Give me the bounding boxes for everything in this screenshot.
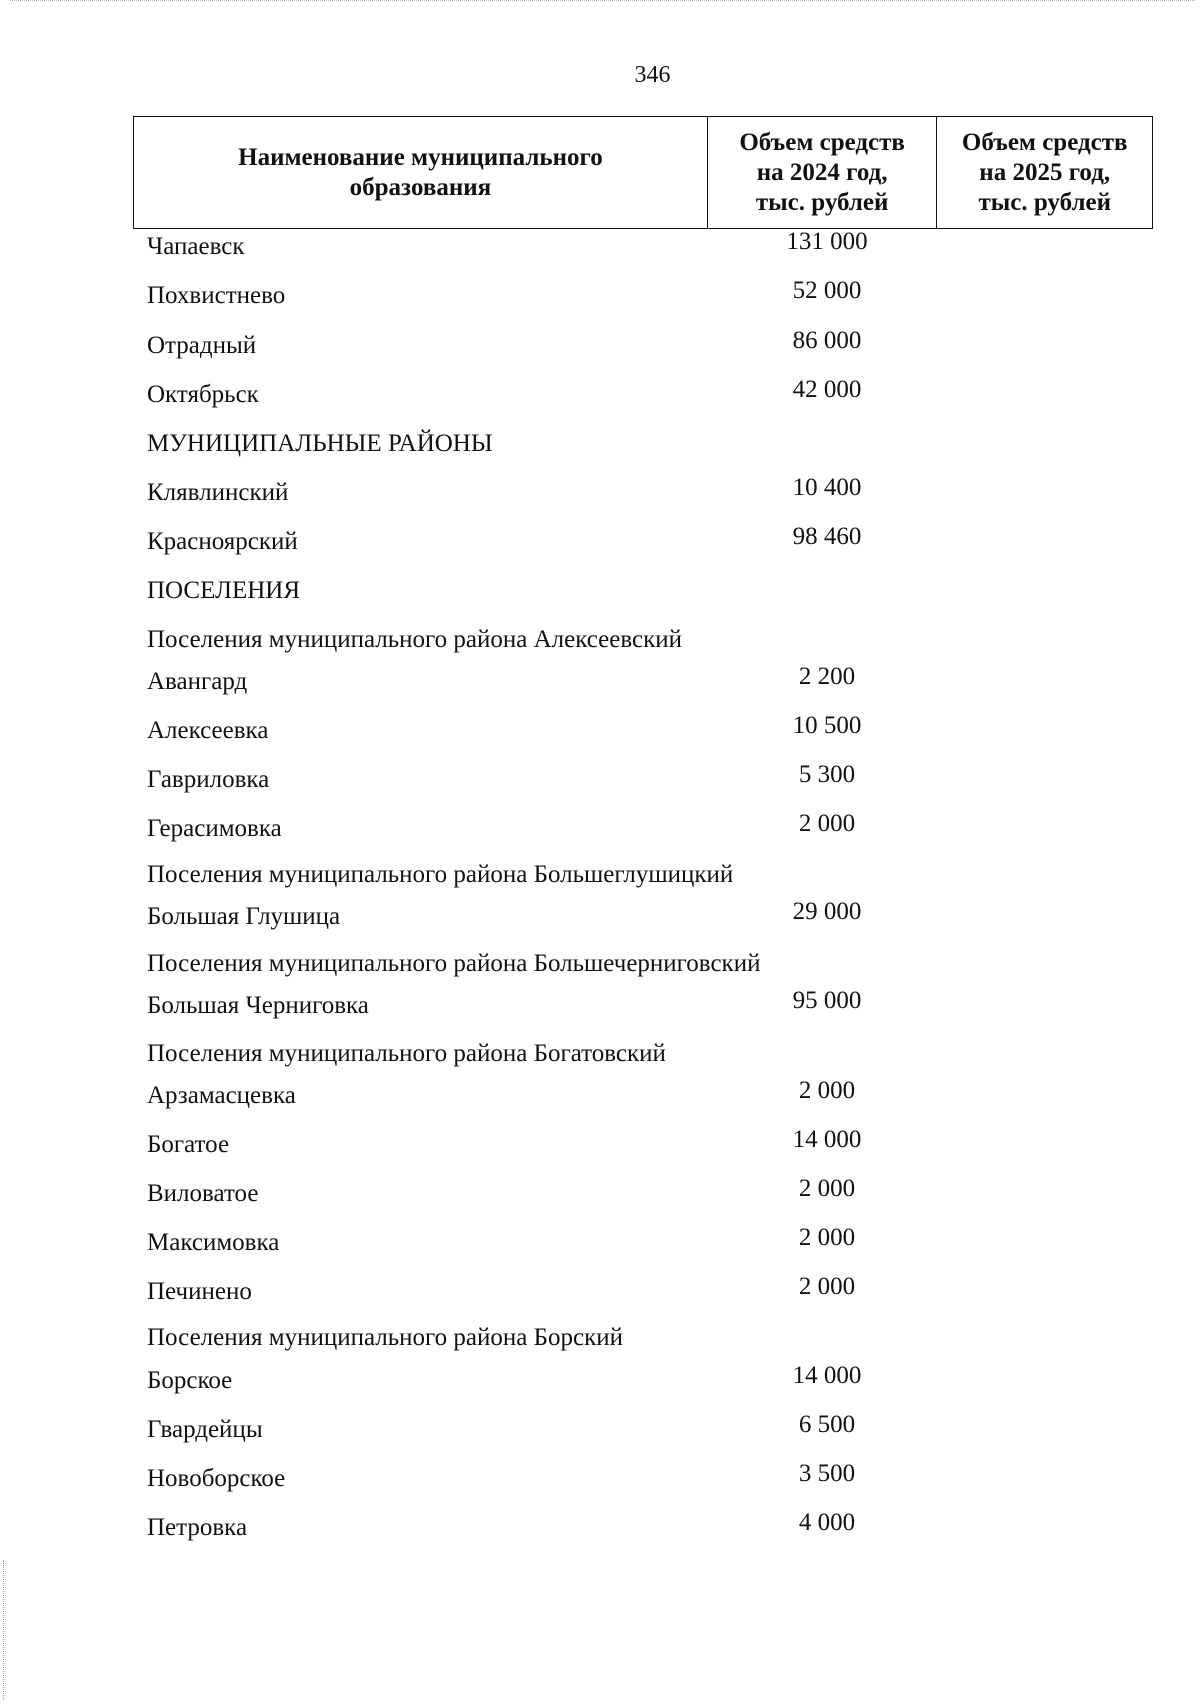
section-heading [147, 427, 1147, 461]
row-name: Клявлинский [147, 479, 289, 506]
subsection-heading [147, 1037, 1147, 1071]
row-name: Октябрьск [147, 381, 259, 408]
table-row [147, 279, 1147, 313]
scan-left-edge [3, 1560, 5, 1700]
subsection-heading [147, 1321, 1147, 1355]
table-row [147, 1177, 1147, 1211]
row-name: Виловатое [147, 1180, 259, 1207]
row-name: Чапаевск [147, 233, 245, 260]
row-value-2024: 52 000 [792, 277, 862, 304]
row-name: Богатое [147, 1131, 230, 1158]
row-name: Поселения муниципального района Большечерниговский [147, 950, 761, 977]
row-name: Алексеевка [147, 717, 269, 744]
row-value-2024: 2 000 [798, 1175, 856, 1202]
table-row [147, 1413, 1147, 1447]
row-name: ПОСЕЛЕНИЯ [147, 577, 301, 604]
row-name: Похвистнево [147, 282, 286, 309]
row-value-2024: 2 000 [798, 1273, 856, 1300]
row-value-2024: 6 500 [798, 1411, 856, 1438]
row-value-2024: 14 000 [792, 1362, 862, 1389]
section-heading [147, 574, 1147, 608]
row-value-2024: 2 000 [798, 1077, 856, 1104]
header-amount-2024: Объем средств на 2024 год, тыс. рублей [708, 117, 938, 228]
row-value-2024: 2 200 [798, 663, 856, 690]
row-name: Поселения муниципального района Богатовский [147, 1040, 666, 1067]
page-number: 346 [634, 62, 671, 88]
row-value-2024: 98 460 [792, 523, 862, 550]
row-value-2024: 2 000 [798, 810, 856, 837]
row-name: Печинено [147, 1278, 252, 1305]
row-value-2024: 10 500 [792, 712, 862, 739]
table-row [147, 1275, 1147, 1309]
table-row [147, 812, 1147, 846]
row-name: Борское [147, 1367, 233, 1394]
row-value-2024: 29 000 [792, 898, 862, 925]
row-name: Поселения муниципального района Борский [147, 1324, 623, 1351]
subsection-heading [147, 947, 1147, 981]
row-name: Большая Глушица [147, 903, 341, 930]
row-name: Большая Черниговка [147, 992, 369, 1019]
row-name: Новоборское [147, 1465, 286, 1492]
row-name: Максимовка [147, 1229, 280, 1256]
header-amount-2025: Объем средств на 2025 год, тыс. рублей [961, 128, 1128, 216]
row-name: Петровка [147, 1514, 248, 1541]
row-value-2024: 3 500 [798, 1460, 856, 1487]
row-value-2024: 86 000 [792, 327, 862, 354]
table-row [147, 714, 1147, 748]
table-row [147, 989, 1147, 1023]
row-name: Отрадный [147, 332, 257, 359]
row-name: Арзамасцевка [147, 1082, 296, 1109]
table-row [147, 900, 1147, 934]
header-municipality-name: Наименование муниципального образования [134, 117, 708, 228]
table-row [147, 1364, 1147, 1398]
row-name: Поселения муниципального района Большеглушицкий [147, 861, 734, 888]
subsection-heading [147, 858, 1147, 892]
table-row [147, 525, 1147, 559]
table-row [147, 1079, 1147, 1113]
row-value-2024: 5 300 [798, 761, 856, 788]
subsection-heading [147, 623, 1147, 657]
row-value-2024: 4 000 [798, 1509, 856, 1536]
row-name: Авангард [147, 668, 248, 695]
row-value-2024: 14 000 [792, 1126, 862, 1153]
table-row [147, 665, 1147, 699]
row-name: МУНИЦИПАЛЬНЫЕ РАЙОНЫ [147, 430, 493, 457]
table-row [147, 230, 1147, 264]
table-row [147, 763, 1147, 797]
table-row [147, 1511, 1147, 1545]
row-name: Поселения муниципального района Алексеевский [147, 626, 683, 653]
table-row [147, 1462, 1147, 1496]
table-row [147, 378, 1147, 412]
row-name: Герасимовка [147, 815, 282, 842]
row-name: Гавриловка [147, 766, 270, 793]
table-row [147, 1128, 1147, 1162]
row-value-2024: 95 000 [792, 987, 862, 1014]
row-value-2024: 42 000 [792, 376, 862, 403]
table-row [147, 476, 1147, 510]
row-value-2024: 2 000 [798, 1224, 856, 1251]
row-value-2024: 131 000 [786, 228, 868, 255]
row-name: Красноярский [147, 528, 298, 555]
row-name: Гвардейцы [147, 1416, 263, 1443]
table-row [147, 329, 1147, 363]
row-value-2024: 10 400 [792, 474, 862, 501]
table-row [147, 1226, 1147, 1260]
